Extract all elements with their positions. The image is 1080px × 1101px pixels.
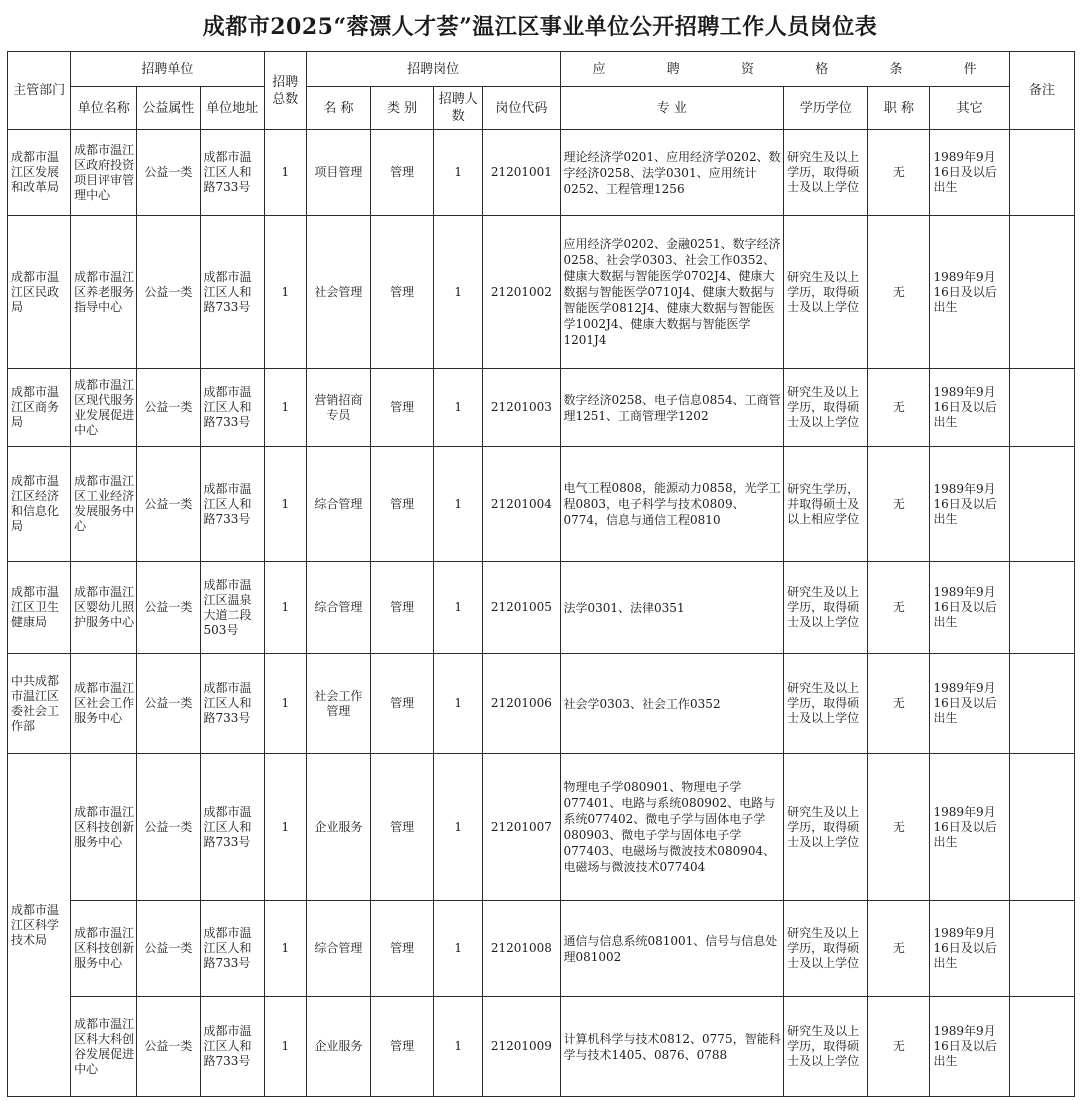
header-post-group: 招聘岗位: [306, 52, 560, 87]
cell-rank: 无: [868, 562, 930, 654]
cell-post: 项目管理: [306, 130, 370, 216]
cell-code: 21201004: [483, 447, 560, 562]
cell-total: 1: [264, 447, 306, 562]
cell-total: 1: [264, 130, 306, 216]
cell-count: 1: [434, 754, 483, 901]
table-row: [8, 562, 1075, 654]
cell-code: 21201001: [483, 130, 560, 216]
header-degree: 学历学位: [784, 87, 868, 130]
header-post-type: 类 别: [370, 87, 433, 130]
cell-rank: 无: [868, 216, 930, 369]
header-cond-char: 条: [889, 61, 903, 77]
header-major: 专 业: [560, 87, 784, 130]
cell-count: 1: [434, 447, 483, 562]
header-post-name: 名 称: [306, 87, 370, 130]
cell-post: 营销招商专员: [306, 369, 370, 447]
cell-rank: 无: [868, 447, 930, 562]
table-row: [8, 447, 1075, 562]
header-cond-char: 聘: [666, 61, 680, 77]
cell-total: 1: [264, 997, 306, 1097]
cell-type: 管理: [370, 369, 433, 447]
cell-remark: [1009, 654, 1074, 754]
cell-type: 管理: [370, 901, 433, 997]
cell-major: 物理电子学080901、物理电子学077401、电路与系统080902、电路与系统077402、微电子学与固体电子学080903、微电子学与固体电子学077403、电磁场与微波技术080904、电磁场与微波技术077404: [560, 754, 784, 901]
cell-addr: 成都市温江区人和路733号: [200, 216, 264, 369]
cell-attr: 公益一类: [137, 654, 200, 754]
cell-major: 数字经济0258、电子信息0854、工商管理1251、工商管理学1202: [560, 369, 784, 447]
cell-unit: 成都市温江区社会工作服务中心: [71, 654, 137, 754]
table-row: [8, 216, 1075, 369]
cell-total: 1: [264, 216, 306, 369]
cell-attr: 公益一类: [137, 369, 200, 447]
cell-remark: [1009, 754, 1074, 901]
cell-remark: [1009, 901, 1074, 997]
cell-dept: 成都市温江区科学技术局: [8, 754, 71, 1097]
cell-addr: 成都市温江区温泉大道二段503号: [200, 562, 264, 654]
cell-degree: 研究生及以上学历，取得硕士及以上学位: [784, 369, 868, 447]
cell-attr: 公益一类: [137, 754, 200, 901]
cell-type: 管理: [370, 216, 433, 369]
cell-rank: 无: [868, 901, 930, 997]
cell-unit: 成都市温江区科大科创谷发展促进中心: [71, 997, 137, 1097]
cell-attr: 公益一类: [137, 997, 200, 1097]
cell-addr: 成都市温江区人和路733号: [200, 447, 264, 562]
cell-major: 理论经济学0201、应用经济学0202、数字经济0258、法学0301、应用统计0252、工程管理1256: [560, 130, 784, 216]
cell-post: 企业服务: [306, 754, 370, 901]
cell-type: 管理: [370, 754, 433, 901]
cell-major: 社会学0303、社会工作0352: [560, 654, 784, 754]
table-row: [8, 369, 1075, 447]
cell-addr: 成都市温江区人和路733号: [200, 654, 264, 754]
cell-degree: 研究生及以上学历，取得硕士及以上学位: [784, 130, 868, 216]
cell-total: 1: [264, 562, 306, 654]
cell-attr: 公益一类: [137, 216, 200, 369]
cell-unit: 成都市温江区工业经济发展服务中心: [71, 447, 137, 562]
cell-total: 1: [264, 654, 306, 754]
cell-dept: 中共成都市温江区委社会工作部: [8, 654, 71, 754]
cell-type: 管理: [370, 654, 433, 754]
cell-rank: 无: [868, 997, 930, 1097]
cell-attr: 公益一类: [137, 130, 200, 216]
cell-type: 管理: [370, 997, 433, 1097]
cell-remark: [1009, 562, 1074, 654]
cell-addr: 成都市温江区人和路733号: [200, 130, 264, 216]
cell-remark: [1009, 369, 1074, 447]
cell-degree: 研究生及以上学历，取得硕士及以上学位: [784, 754, 868, 901]
header-dept: 主管部门: [8, 52, 71, 130]
cell-unit: 成都市温江区科技创新服务中心: [71, 754, 137, 901]
cell-other: 1989年9月16日及以后出生: [930, 997, 1009, 1097]
cell-dept: 成都市温江区发展和改革局: [8, 130, 71, 216]
cell-unit: 成都市温江区婴幼儿照护服务中心: [71, 562, 137, 654]
cell-major: 通信与信息系统081001、信号与信息处理081002: [560, 901, 784, 997]
cell-dept: 成都市温江区民政局: [8, 216, 71, 369]
cell-post: 社会管理: [306, 216, 370, 369]
cell-other: 1989年9月16日及以后出生: [930, 754, 1009, 901]
header-unit-group: 招聘单位: [71, 52, 265, 87]
cell-other: 1989年9月16日及以后出生: [930, 654, 1009, 754]
cell-code: 21201008: [483, 901, 560, 997]
header-total: 招聘总数: [264, 52, 306, 130]
cell-post: 综合管理: [306, 901, 370, 997]
cell-other: 1989年9月16日及以后出生: [930, 901, 1009, 997]
cell-addr: 成都市温江区人和路733号: [200, 997, 264, 1097]
cell-code: 21201003: [483, 369, 560, 447]
cell-addr: 成都市温江区人和路733号: [200, 369, 264, 447]
cell-degree: 研究生学历，并取得硕士及以上相应学位: [784, 447, 868, 562]
cell-other: 1989年9月16日及以后出生: [930, 216, 1009, 369]
header-unit-name: 单位名称: [71, 87, 137, 130]
cell-degree: 研究生及以上学历，取得硕士及以上学位: [784, 654, 868, 754]
cell-total: 1: [264, 901, 306, 997]
cell-attr: 公益一类: [137, 901, 200, 997]
cell-dept: 成都市温江区商务局: [8, 369, 71, 447]
cell-code: 21201006: [483, 654, 560, 754]
cell-rank: 无: [868, 654, 930, 754]
cell-count: 1: [434, 216, 483, 369]
header-cond-char: 件: [963, 61, 977, 77]
table-row: [8, 997, 1075, 1097]
cell-type: 管理: [370, 562, 433, 654]
cell-code: 21201007: [483, 754, 560, 901]
cell-unit: 成都市温江区政府投资项目评审管理中心: [71, 130, 137, 216]
cell-type: 管理: [370, 130, 433, 216]
cell-code: 21201009: [483, 997, 560, 1097]
cell-addr: 成都市温江区人和路733号: [200, 901, 264, 997]
cell-remark: [1009, 216, 1074, 369]
cell-dept: 成都市温江区卫生健康局: [8, 562, 71, 654]
cell-remark: [1009, 130, 1074, 216]
cell-dept: 成都市温江区经济和信息化局: [8, 447, 71, 562]
cell-type: 管理: [370, 447, 433, 562]
page-title: 成都市2025“蓉漂人才荟”温江区事业单位公开招聘工作人员岗位表: [202, 14, 878, 40]
cell-degree: 研究生及以上学历，取得硕士及以上学位: [784, 216, 868, 369]
cell-rank: 无: [868, 130, 930, 216]
cell-other: 1989年9月16日及以后出生: [930, 447, 1009, 562]
cell-rank: 无: [868, 754, 930, 901]
cell-attr: 公益一类: [137, 447, 200, 562]
cell-other: 1989年9月16日及以后出生: [930, 130, 1009, 216]
cell-other: 1989年9月16日及以后出生: [930, 562, 1009, 654]
cell-rank: 无: [868, 369, 930, 447]
header-cond-char: 资: [740, 61, 754, 77]
cell-count: 1: [434, 562, 483, 654]
cell-count: 1: [434, 130, 483, 216]
table-row: [8, 130, 1075, 216]
cell-unit: 成都市温江区科技创新服务中心: [71, 901, 137, 997]
cell-post: 综合管理: [306, 447, 370, 562]
cell-post: 企业服务: [306, 997, 370, 1097]
table-row: [8, 901, 1075, 997]
cell-degree: 研究生及以上学历，取得硕士及以上学位: [784, 997, 868, 1097]
header-post-code: 岗位代码: [483, 87, 560, 130]
header-cond-char: 格: [815, 61, 829, 77]
cell-code: 21201005: [483, 562, 560, 654]
cell-count: 1: [434, 654, 483, 754]
header-conditions: [560, 52, 1009, 87]
cell-count: 1: [434, 369, 483, 447]
header-title-rank: 职 称: [868, 87, 930, 130]
cell-degree: 研究生及以上学历，取得硕士及以上学位: [784, 901, 868, 997]
cell-unit: 成都市温江区现代服务业发展促进中心: [71, 369, 137, 447]
cell-count: 1: [434, 901, 483, 997]
cell-other: 1989年9月16日及以后出生: [930, 369, 1009, 447]
header-unit-attr: 公益属性: [137, 87, 200, 130]
cell-degree: 研究生及以上学历，取得硕士及以上学位: [784, 562, 868, 654]
cell-unit: 成都市温江区养老服务指导中心: [71, 216, 137, 369]
cell-attr: 公益一类: [137, 562, 200, 654]
cell-addr: 成都市温江区人和路733号: [200, 754, 264, 901]
table-row: [8, 754, 1075, 901]
cell-code: 21201002: [483, 216, 560, 369]
cell-total: 1: [264, 369, 306, 447]
cell-major: 法学0301、法律0351: [560, 562, 784, 654]
cell-count: 1: [434, 997, 483, 1097]
cell-post: 综合管理: [306, 562, 370, 654]
cell-major: 电气工程0808，能源动力0858，光学工程0803，电子科学与技术0809、0774，信息与通信工程0810: [560, 447, 784, 562]
cell-total: 1: [264, 754, 306, 901]
cell-major: 应用经济学0202、金融0251、数字经济0258、社会学0303、社会工作0352、健康大数据与智能医学0702J4、健康大数据与智能医学0710J4、健康大数据与智能医学0812J4、健康大数据与智能医学1002J4、健康大数据与智能医学1201J4: [560, 216, 784, 369]
recruitment-table: [7, 51, 1075, 1097]
header-remark: 备注: [1009, 52, 1074, 130]
cell-remark: [1009, 997, 1074, 1097]
table-row: [8, 654, 1075, 754]
cell-major: 计算机科学与技术0812、0775，智能科学与技术1405、0876、0788: [560, 997, 784, 1097]
cell-remark: [1009, 447, 1074, 562]
header-other: 其它: [930, 87, 1009, 130]
header-unit-addr: 单位地址: [200, 87, 264, 130]
cell-post: 社会工作管理: [306, 654, 370, 754]
header-cond-char: 应: [592, 61, 606, 77]
header-post-count: 招聘人数: [434, 87, 483, 130]
